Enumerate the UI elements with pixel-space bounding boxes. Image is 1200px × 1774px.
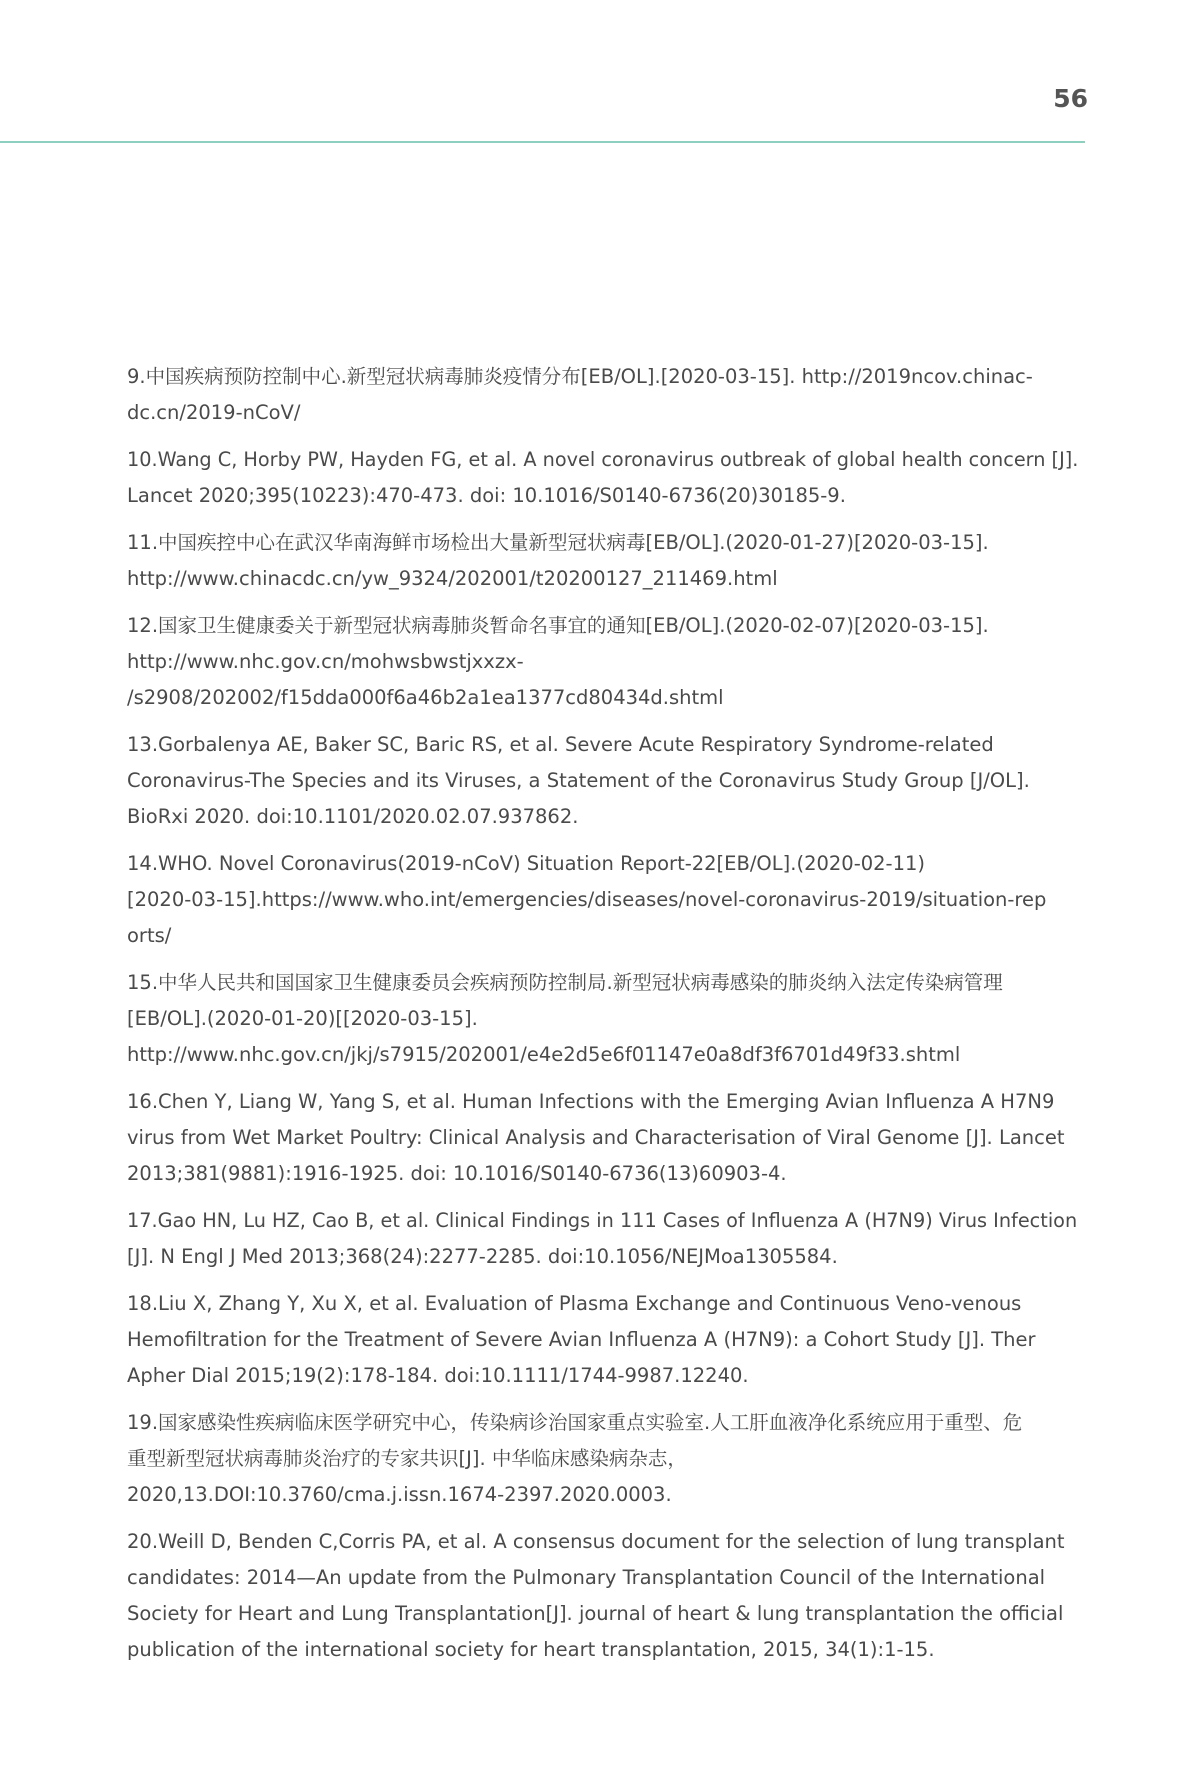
reference-line: 16.Chen Y, Liang W, Yang S, et al. Human Infections with the Emerging Avian Influenza A H7N9 [127,1090,1055,1113]
reference-entry [127,608,1087,716]
reference-entry [127,1524,1087,1668]
reference-line: Apher Dial 2015;19(2):178-184. doi:10.1111/1744-9987.12240. [127,1364,749,1387]
reference-entry [127,1203,1087,1275]
reference-entry [127,846,1087,954]
reference-line: 12.国家卫生健康委关于新型冠状病毒肺炎暂命名事宜的通知[EB/OL].(2020-02-07)[2020-03-15]. [127,614,989,637]
reference-entry [127,727,1087,835]
reference-line: 19.国家感染性疾病临床医学研究中心，传染病诊治国家重点实验室.人工肝血液净化系统应用于重型、危 [127,1411,1023,1434]
reference-line: 重型新型冠状病毒肺炎治疗的专家共识[J]. 中华临床感染病杂志， [127,1447,687,1470]
reference-line: [EB/OL].(2020-01-20)[[2020-03-15]. [127,1007,478,1030]
reference-entry [127,965,1087,1073]
reference-line: [J]. N Engl J Med 2013;368(24):2277-2285. doi:10.1056/NEJMoa1305584. [127,1245,838,1268]
reference-line: BioRxi 2020. doi:10.1101/2020.02.07.937862. [127,805,579,828]
reference-list [127,359,1087,1679]
reference-entry [127,1084,1087,1192]
reference-line: [2020-03-15].https://www.who.int/emergencies/diseases/novel-coronavirus-2019/situation-rep [127,888,1047,911]
reference-line: http://www.nhc.gov.cn/jkj/s7915/202001/e4e2d5e6f01147e0a8df3f6701d49f33.shtml [127,1043,961,1066]
reference-line: 2020,13.DOI:10.3760/cma.j.issn.1674-2397.2020.0003. [127,1483,672,1506]
reference-entry [127,1286,1087,1394]
reference-line: dc.cn/2019-nCoV/ [127,401,301,424]
page-number: 56 [1053,84,1088,113]
reference-line: Lancet 2020;395(10223):470-473. doi: 10.1016/S0140-6736(20)30185-9. [127,484,846,507]
reference-line: 11.中国疾控中心在武汉华南海鲜市场检出大量新型冠状病毒[EB/OL].(2020-01-27)[2020-03-15]. [127,531,989,554]
reference-line: 17.Gao HN, Lu HZ, Cao B, et al. Clinical Findings in 111 Cases of Influenza A (H7N9) Virus Infection [127,1209,1078,1232]
reference-entry [127,1405,1087,1513]
reference-line: 15.中华人民共和国国家卫生健康委员会疾病预防控制局.新型冠状病毒感染的肺炎纳入法定传染病管理 [127,971,1003,994]
reference-line: Coronavirus-The Species and its Viruses, a Statement of the Coronavirus Study Group [J/OL]. [127,769,1030,792]
header-divider [0,141,1085,143]
reference-line: virus from Wet Market Poultry: Clinical Analysis and Characterisation of Viral Genome [J]. Lancet [127,1126,1065,1149]
reference-line: 9.中国疾病预防控制中心.新型冠状病毒肺炎疫情分布[EB/OL].[2020-03-15]. http://2019ncov.chinac- [127,365,1033,388]
reference-line: publication of the international society for heart transplantation, 2015, 34(1):1-15. [127,1638,935,1661]
reference-line: 10.Wang C, Horby PW, Hayden FG, et al. A novel coronavirus outbreak of global health concern [J]. [127,448,1079,471]
reference-line: Hemofiltration for the Treatment of Severe Avian Influenza A (H7N9): a Cohort Study [J]. Ther [127,1328,1036,1351]
reference-entry [127,442,1087,514]
reference-line: 14.WHO. Novel Coronavirus(2019-nCoV) Situation Report-22[EB/OL].(2020-02-11) [127,852,925,875]
reference-line: 18.Liu X, Zhang Y, Xu X, et al. Evaluation of Plasma Exchange and Continuous Veno-venous [127,1292,1022,1315]
reference-line: candidates: 2014—An update from the Pulmonary Transplantation Council of the International [127,1566,1046,1589]
reference-line: 20.Weill D, Benden C,Corris PA, et al. A consensus document for the selection of lung transplant [127,1530,1065,1553]
reference-line: 13.Gorbalenya AE, Baker SC, Baric RS, et al. Severe Acute Respiratory Syndrome-related [127,733,994,756]
reference-line: orts/ [127,924,172,947]
reference-line: /s2908/202002/f15dda000f6a46b2a1ea1377cd80434d.shtml [127,686,724,709]
reference-entry [127,359,1087,431]
reference-line: Society for Heart and Lung Transplantation[J]. journal of heart & lung transplantation the official [127,1602,1064,1625]
reference-line: 2013;381(9881):1916-1925. doi: 10.1016/S0140-6736(13)60903-4. [127,1162,787,1185]
reference-line: http://www.nhc.gov.cn/mohwsbwstjxxzx- [127,650,524,673]
reference-entry [127,525,1087,597]
reference-line: http://www.chinacdc.cn/yw_9324/202001/t20200127_211469.html [127,567,778,590]
